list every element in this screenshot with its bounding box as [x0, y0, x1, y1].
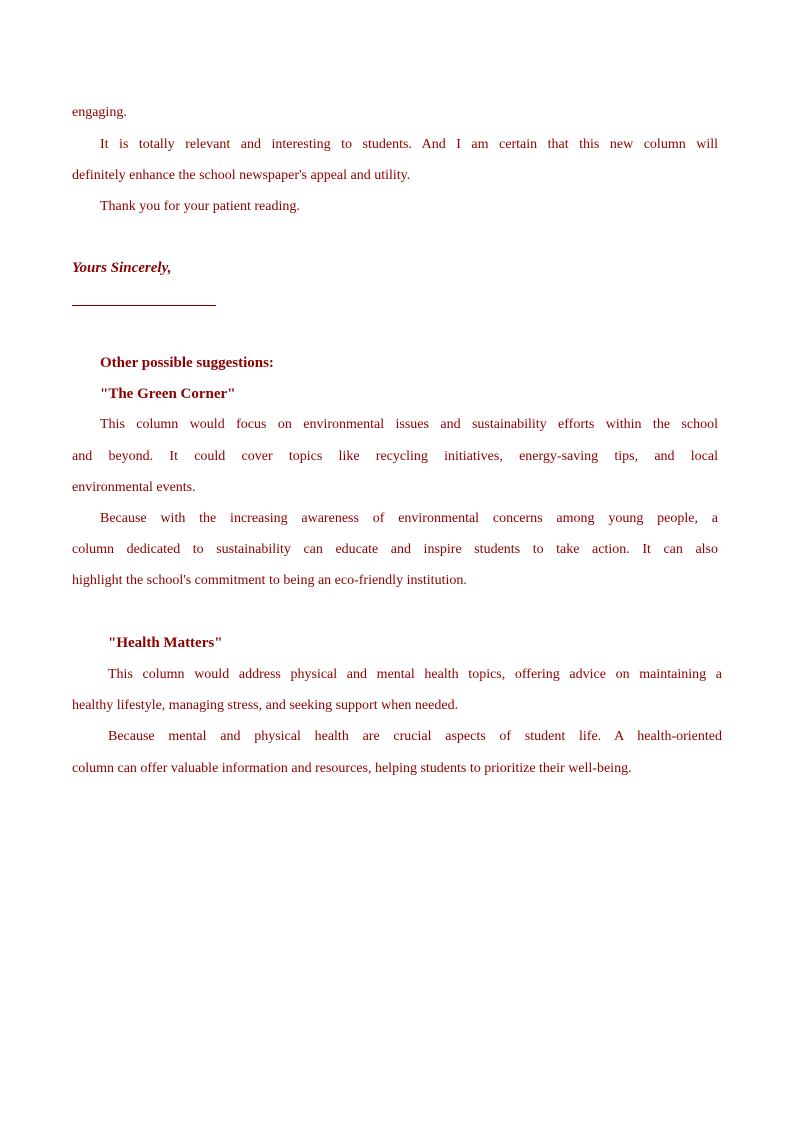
closing-salutation: Yours Sincerely,: [72, 260, 172, 276]
paragraph-text: environmental events.: [72, 480, 196, 495]
paragraph-text: Thank you for your patient reading.: [100, 199, 300, 214]
paragraph-text: This column would address physical and mental health topics, offering advice on maintaining a: [108, 667, 722, 682]
section-title-health-matters: "Health Matters": [108, 635, 223, 651]
suggestions-heading: Other possible suggestions:: [100, 355, 274, 371]
paragraph-text: highlight the school's commitment to being an eco-friendly institution.: [72, 573, 467, 588]
paragraph-text: column dedicated to sustainability can educate and inspire students to take action. It can also: [72, 542, 718, 557]
paragraph-text: It is totally relevant and interesting to students. And I am certain that this new column will: [100, 137, 718, 152]
paragraph-text: and beyond. It could cover topics like recycling initiatives, energy-saving tips, and local: [72, 449, 718, 464]
signature-line: [72, 305, 216, 306]
paragraph-text: definitely enhance the school newspaper's appeal and utility.: [72, 168, 411, 183]
section-title-green-corner: "The Green Corner": [100, 386, 236, 402]
paragraph-text: healthy lifestyle, managing stress, and seeking support when needed.: [72, 698, 459, 713]
paragraph-text: Because mental and physical health are crucial aspects of student life. A health-oriented: [108, 729, 722, 744]
paragraph-text: This column would focus on environmental issues and sustainability efforts within the school: [100, 417, 718, 432]
paragraph-text: engaging.: [72, 105, 127, 120]
paragraph-text: column can offer valuable information and resources, helping students to prioritize their well-being.: [72, 761, 632, 776]
paragraph-text: Because with the increasing awareness of environmental concerns among young people, a: [100, 511, 718, 526]
